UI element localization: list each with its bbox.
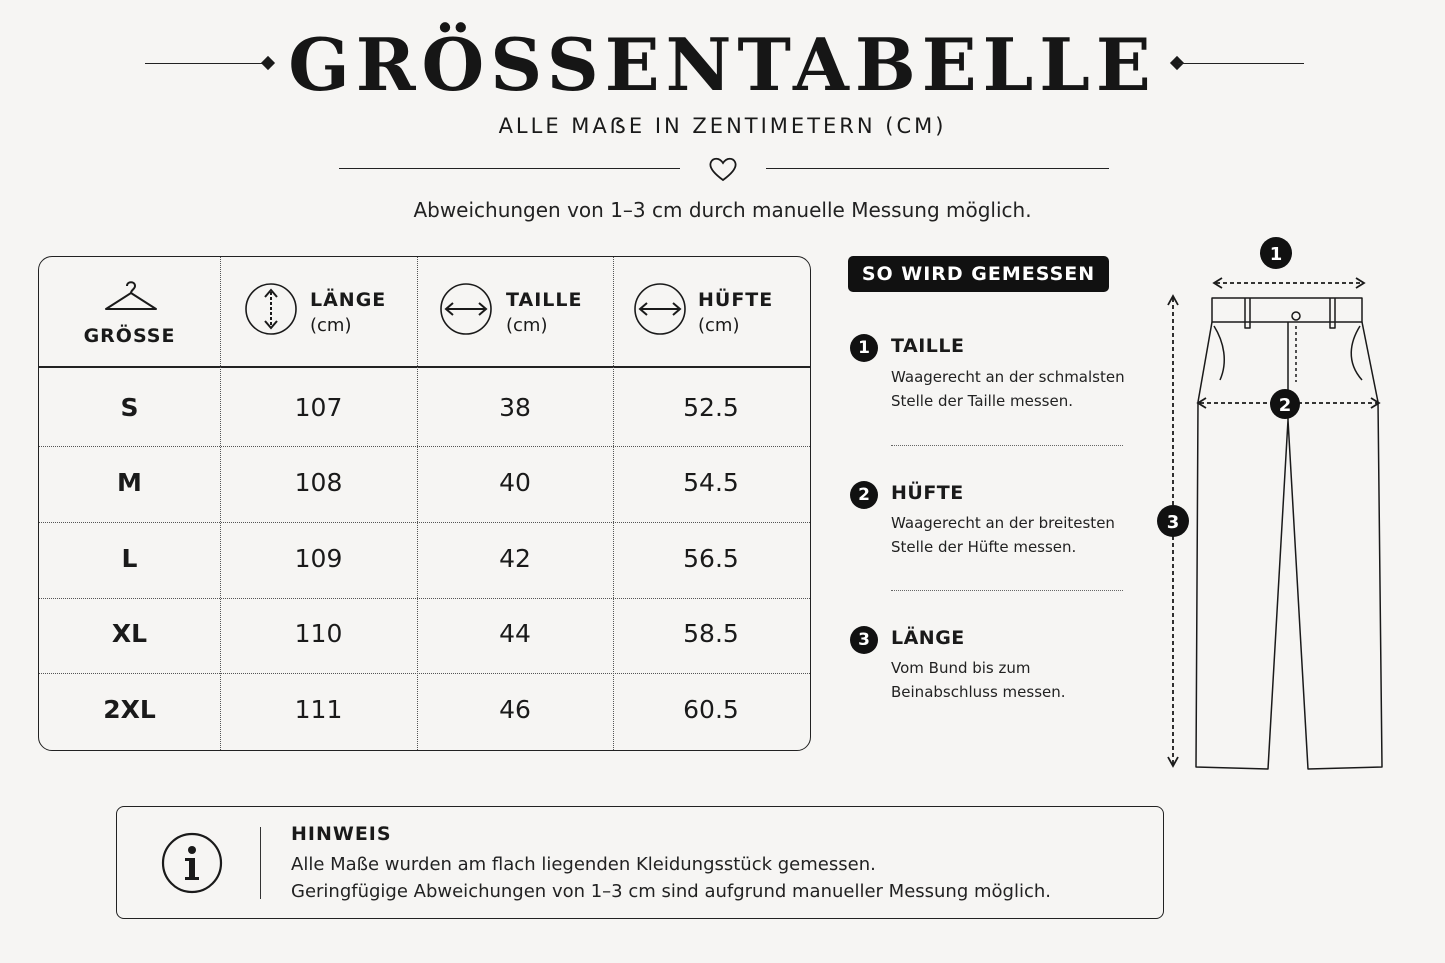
page-title: GRÖSSENTABELLE: [288, 22, 1157, 107]
size-cell: 2XL: [103, 695, 156, 724]
laenge-cell: 110: [294, 619, 343, 648]
horizontal-arrow-icon: [439, 282, 493, 336]
info-icon: [160, 831, 224, 895]
measure-desc-line: Beinabschluss messen.: [891, 683, 1066, 701]
taille-cell: 44: [499, 619, 531, 648]
hint-text-line: Geringfügige Abweichungen von 1–3 cm sind aufgrund manueller Messung möglich.: [291, 881, 1051, 902]
size-cell: XL: [111, 619, 148, 648]
laenge-cell: 108: [294, 468, 343, 497]
row-divider: [39, 598, 810, 599]
title-line-right: [1178, 63, 1304, 64]
divider-line-left: [339, 168, 680, 169]
header-taille-unit: (cm): [506, 315, 548, 336]
measure-desc-line: Stelle der Taille messen.: [891, 392, 1073, 410]
measure-desc-line: Waagerecht an der schmalsten: [891, 368, 1125, 386]
huefte-cell: 52.5: [683, 393, 739, 422]
horizontal-arrow-icon: [633, 282, 687, 336]
column-divider: [220, 257, 221, 751]
heart-icon: [708, 155, 738, 183]
measure-title-taille: TAILLE: [891, 335, 965, 357]
measure-separator: [891, 590, 1123, 591]
measure-separator: [891, 445, 1123, 446]
column-divider: [417, 257, 418, 751]
header-laenge-unit: (cm): [310, 315, 352, 336]
diagram-label-2: 2: [1278, 395, 1292, 416]
taille-cell: 38: [499, 393, 531, 422]
vertical-arrow-icon: [244, 282, 298, 336]
measure-badge-2: 2: [850, 481, 878, 509]
measure-badge-1: 1: [850, 334, 878, 362]
huefte-cell: 60.5: [683, 695, 739, 724]
diagram-label-1: 1: [1269, 244, 1283, 265]
hint-box: [116, 806, 1164, 919]
size-table: [38, 256, 811, 751]
pants-diagram: [1150, 232, 1400, 777]
laenge-cell: 111: [294, 695, 343, 724]
header-groesse-label: GRÖSSE: [83, 325, 176, 347]
column-divider: [613, 257, 614, 751]
header-taille-label: TAILLE: [506, 289, 583, 311]
row-divider: [39, 522, 810, 523]
size-cell: S: [120, 393, 139, 422]
laenge-cell: 109: [294, 544, 343, 573]
measure-title-laenge: LÄNGE: [891, 627, 965, 649]
header-laenge-label: LÄNGE: [310, 289, 387, 311]
header-huefte-label: HÜFTE: [698, 289, 774, 311]
huefte-cell: 58.5: [683, 619, 739, 648]
taille-cell: 46: [499, 695, 531, 724]
page-subtitle: ALLE MAẞE IN ZENTIMETERN (CM): [498, 114, 947, 138]
row-divider: [39, 673, 810, 674]
measure-title-huefte: HÜFTE: [891, 482, 964, 504]
measure-heading: SO WIRD GEMESSEN: [848, 256, 1109, 292]
measure-desc-line: Stelle der Hüfte messen.: [891, 538, 1077, 556]
pants-outline: [1196, 298, 1382, 769]
header-huefte-unit: (cm): [698, 315, 740, 336]
laenge-cell: 107: [294, 393, 343, 422]
huefte-cell: 54.5: [683, 468, 739, 497]
hint-divider: [260, 827, 261, 899]
hint-text-line: Alle Maße wurden am flach liegenden Kleidungsstück gemessen.: [291, 854, 876, 875]
row-divider: [39, 446, 810, 447]
diagram-label-3: 3: [1166, 512, 1180, 533]
deviation-note: Abweichungen von 1–3 cm durch manuelle Messung möglich.: [413, 198, 1032, 222]
hint-title: HINWEIS: [291, 823, 392, 845]
size-cell: M: [117, 468, 142, 497]
measure-desc-line: Vom Bund bis zum: [891, 659, 1031, 677]
huefte-cell: 56.5: [683, 544, 739, 573]
taille-cell: 40: [499, 468, 531, 497]
taille-cell: 42: [499, 544, 531, 573]
measure-desc-line: Waagerecht an der breitesten: [891, 514, 1115, 532]
size-cell: L: [121, 544, 138, 573]
measure-badge-3: 3: [850, 626, 878, 654]
hanger-icon: [103, 277, 159, 315]
divider-line-right: [766, 168, 1109, 169]
